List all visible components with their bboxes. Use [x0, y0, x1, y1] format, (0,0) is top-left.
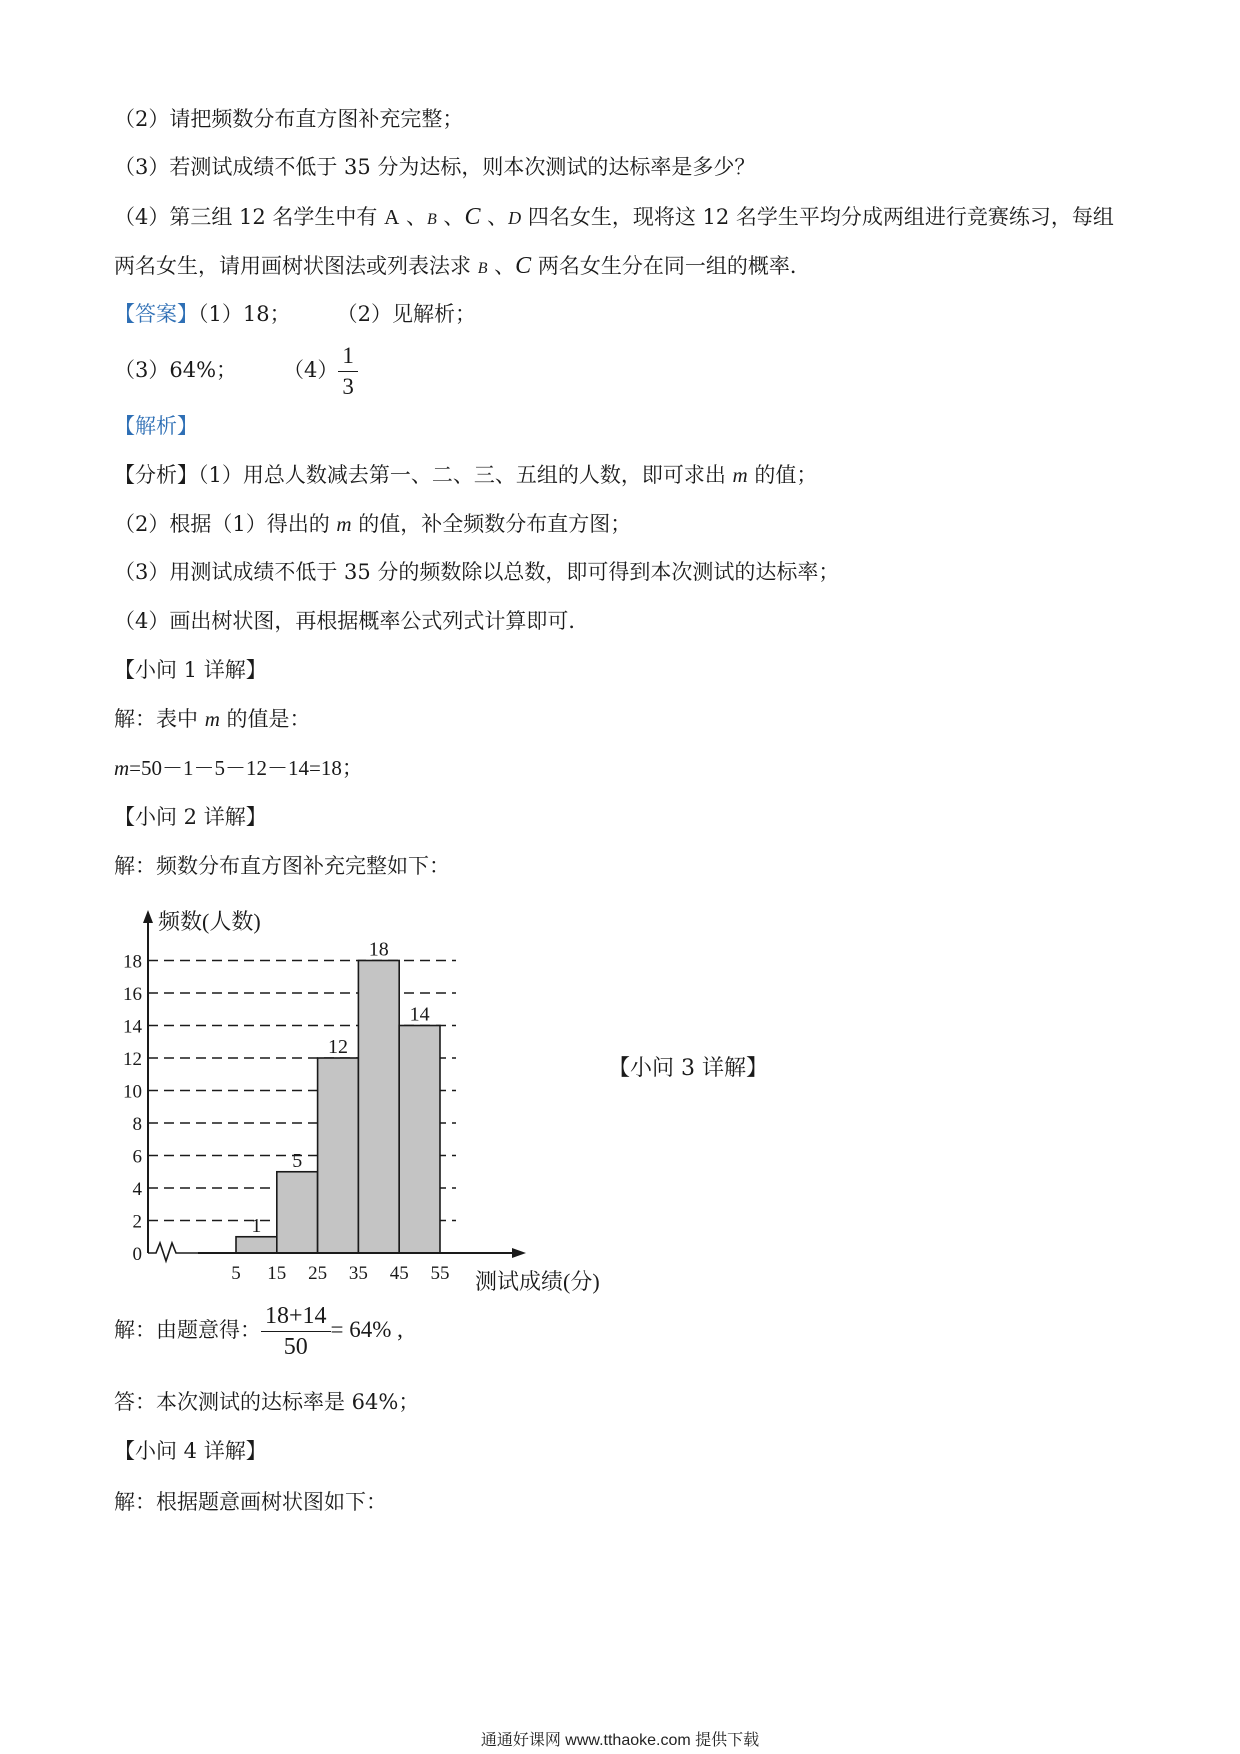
sub4-title: 【小问 4 详解】 [114, 1439, 267, 1463]
sub3-fraction [261, 1301, 331, 1362]
x-tick-label: 35 [348, 1263, 368, 1284]
y-tick-label: 12 [123, 1049, 142, 1070]
sub2-solution: 解：频数分布直方图补充完整如下： [114, 854, 450, 878]
q4-text-d: 两名女生分在同一组的概率． [531, 254, 811, 278]
var-m: m [336, 512, 352, 536]
q4-text-a: （4）第三组 12 名学生中有 [114, 205, 385, 229]
sub1-solution [114, 705, 311, 733]
x-tick-label: 15 [267, 1263, 287, 1284]
question-4-line-1 [114, 203, 1114, 234]
histogram-bar [399, 1026, 440, 1254]
y-axis-label: 频数(人数) [158, 909, 261, 934]
fenxi-2-text: （2）根据（1）得出的 [114, 512, 337, 536]
bar-value-label: 5 [292, 1149, 303, 1172]
y-tick-label: 0 [132, 1244, 142, 1265]
girl-a: A [384, 205, 400, 229]
sep: 、 [399, 205, 427, 229]
analysis-tag: 【解析】 [114, 414, 198, 438]
histogram-chart [118, 905, 618, 1305]
fenxi-1-tail: 的值； [747, 463, 818, 487]
bar-value-label: 18 [368, 938, 389, 961]
sep: 、 [480, 205, 509, 229]
q4-text-b: 四名女生，现将这 12 名学生平均分成两组进行竞赛练习，每组 [521, 205, 1114, 229]
question-3: （3）若测试成绩不低于 35 分为达标，则本次测试的达标率是多少？ [114, 155, 756, 179]
y-axis-arrow [143, 910, 153, 923]
answer-3: （3）64%； [114, 358, 238, 382]
histogram-bar [318, 1058, 359, 1253]
girl-c: C [515, 253, 532, 279]
x-axis-label: 测试成绩(分) [475, 1269, 600, 1294]
var-m: m [114, 756, 130, 780]
equation: =50－1－5－12－14=18； [129, 756, 363, 780]
sub1-equation [114, 754, 363, 782]
y-tick-label: 2 [132, 1211, 142, 1233]
axis-break-symbol [148, 1243, 198, 1261]
answer-tag: 【答案】 [114, 302, 198, 326]
sub3-title: 【小问 3 详解】 [608, 1056, 768, 1081]
girl-b: B [426, 211, 437, 228]
bar-value-label: 12 [328, 1036, 348, 1058]
histogram-bar [277, 1172, 318, 1253]
girl-d: D [508, 208, 522, 228]
x-tick-labels [231, 1263, 449, 1284]
y-tick-label: 4 [132, 1179, 142, 1200]
sub3-label: 解：由题意得： [114, 1318, 261, 1342]
sub1-text: 解：表中 [114, 707, 205, 731]
answer-2: （2）见解析； [336, 302, 476, 326]
histogram-bar [358, 961, 399, 1254]
sub3-answer: 答：本次测试的达标率是 64%； [114, 1390, 420, 1414]
histogram-bar [236, 1237, 277, 1253]
bar-value-label: 14 [409, 1003, 430, 1026]
answer-4-fraction [338, 341, 358, 402]
x-tick-label: 55 [430, 1263, 450, 1284]
fenxi-1 [114, 461, 817, 489]
fenxi-3: （3）用测试成绩不低于 35 分的频数除以总数，即可得到本次测试的达标率； [114, 560, 840, 584]
x-tick-label: 5 [231, 1263, 241, 1284]
y-tick-label: 18 [123, 951, 142, 973]
bar-value-label: 1 [251, 1214, 262, 1237]
sep: 、 [487, 254, 516, 278]
fenxi-4: （4）画出树状图，再根据概率公式列式计算即可． [114, 609, 590, 633]
fraction-denominator: 50 [283, 1334, 308, 1360]
question-4-line-2 [114, 252, 811, 283]
fraction-numerator: 18+14 [261, 1301, 331, 1332]
x-tick-label: 25 [308, 1263, 328, 1284]
girl-c: C [464, 204, 481, 230]
x-tick-label: 45 [389, 1263, 409, 1284]
y-tick-label: 6 [132, 1146, 142, 1168]
sub1-tail: 的值是： [219, 707, 311, 731]
answer-line-1 [114, 300, 476, 328]
y-tick-label: 8 [132, 1114, 142, 1135]
var-m: m [204, 707, 220, 731]
y-tick-label: 16 [123, 984, 142, 1005]
fenxi-2 [114, 510, 631, 538]
y-tick-label: 10 [123, 1081, 142, 1103]
sub2-title: 【小问 2 详解】 [114, 805, 267, 829]
answer-1: （1）18； [198, 302, 291, 326]
sub1-title: 【小问 1 详解】 [114, 658, 267, 682]
fraction-numerator: 1 [338, 341, 358, 372]
sub3-result: = 64% , [330, 1317, 403, 1342]
y-tick-labels [123, 952, 143, 1266]
answer-line-2 [114, 340, 358, 402]
answer-4-label: （4） [283, 358, 339, 382]
var-m: m [732, 463, 748, 487]
question-2: （2）请把频数分布直方图补充完整； [114, 107, 464, 131]
x-axis-arrow [512, 1248, 526, 1258]
sep: 、 [436, 205, 465, 229]
sub4-solution: 解：根据题意画树状图如下： [114, 1490, 387, 1514]
sub3-solution [114, 1298, 403, 1362]
fenxi-1-text: 【分析】（1）用总人数减去第一、二、三、五组的人数，即可求出 [114, 463, 733, 487]
girl-b: B [477, 260, 488, 277]
fraction-denominator: 3 [342, 374, 354, 399]
footer: 通通好课网 www.tthaoke.com 提供下载 [480, 1732, 760, 1749]
y-tick-label: 14 [123, 1016, 142, 1038]
q4-text-c: 两名女生，请用画树状图法或列表法求 [114, 254, 478, 278]
fenxi-2-tail: 的值，补全频数分布直方图； [351, 512, 632, 536]
